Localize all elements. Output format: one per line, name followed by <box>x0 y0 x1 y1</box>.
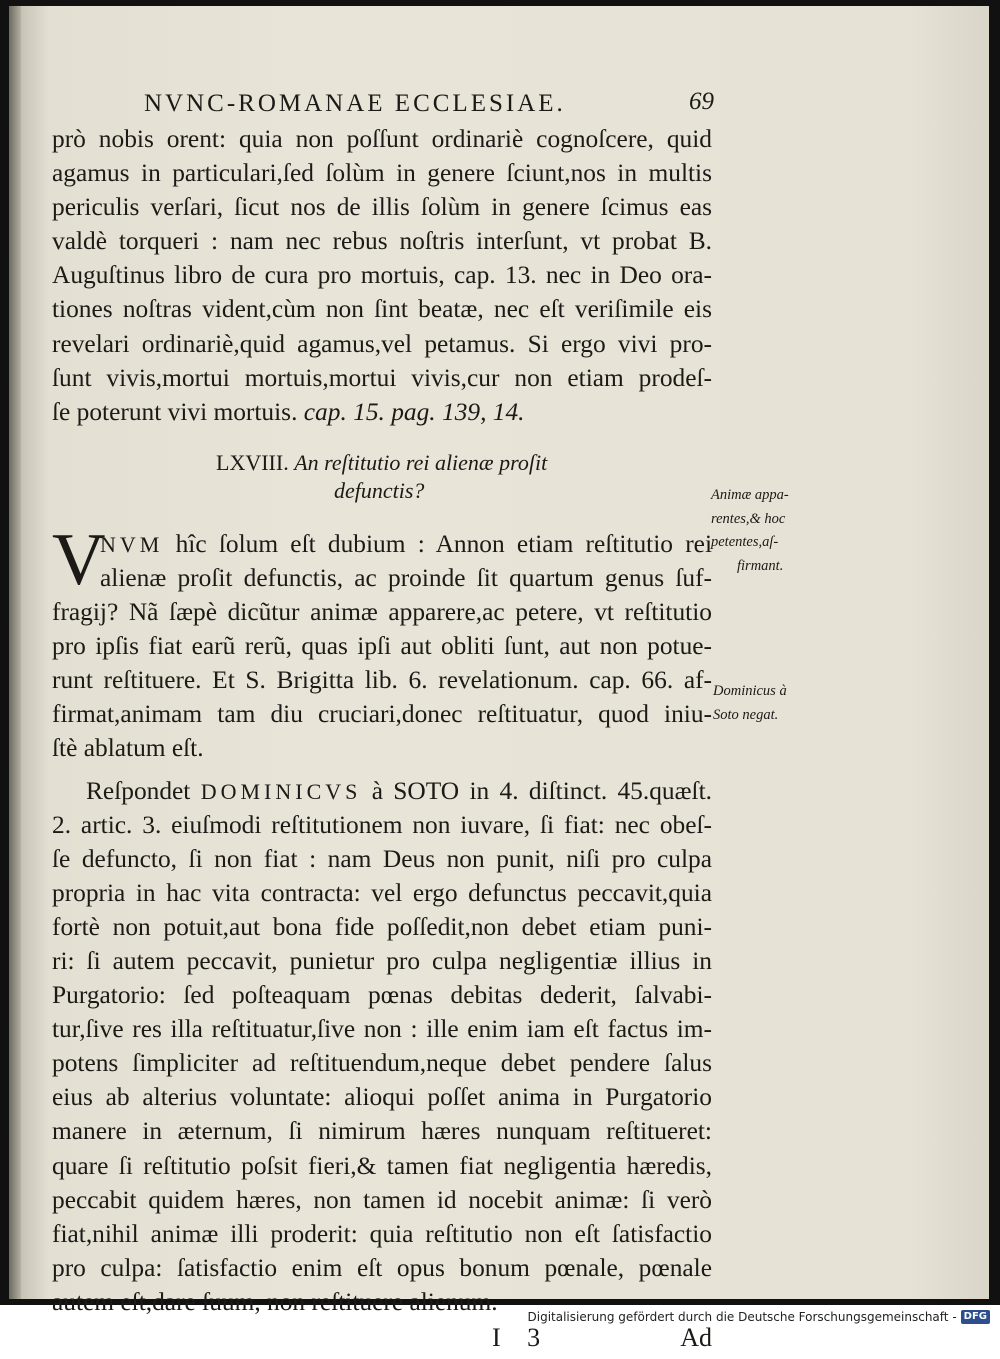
paragraph-3 <box>52 774 712 1320</box>
margin-note-line: petentes,aſ- <box>711 534 779 550</box>
chapter-title-line-2: defunctis? <box>334 477 425 503</box>
text-line: valdè torqueri : nam nec rebus noſtris interſunt, vt probat B. <box>52 227 712 256</box>
text-line: alienæ proſit defunctis, ac proinde ſit quartum genus ſuf- <box>100 563 712 592</box>
text-line: ſtè ablatum eſt. <box>52 734 204 763</box>
dfg-logo: DFG <box>961 1310 990 1324</box>
text-line: ſunt vivis,mortui mortuis,mortui vivis,cur non etiam prodeſ- <box>52 363 712 392</box>
page-number: 69 <box>689 88 714 115</box>
margin-note-line: firmant. <box>737 557 784 574</box>
margin-note-line: Animæ appa- <box>711 487 789 503</box>
text-line: ri: ſi autem peccavit, punietur pro culpa negligentiæ illius in <box>52 946 712 975</box>
text-line: revelari ordinariè,quid agamus,vel petamus. Si ergo vivi pro- <box>52 329 712 358</box>
first-word-caps: NVM <box>100 531 164 557</box>
text-line: periculis verſari, ſicut nos de illis ſolùm in genere ſcimus eas <box>52 193 712 222</box>
running-head <box>52 78 712 122</box>
first-line-rest: à SOTO in 4. diſtinct. 45.quæſt. <box>371 776 712 805</box>
text-line: Auguſtinus libro de cura pro mortuis, cap. 13. nec in Deo ora- <box>52 261 712 290</box>
citation: cap. 15. pag. 139, 14. <box>303 397 525 426</box>
text-line: potens ſimpliciter ad reſtituendum,neque debet pendere ſalus <box>52 1049 712 1078</box>
text-line <box>52 527 712 561</box>
text-line: Purgatorio: ſed poſteaquam pœnas debitas dederit, ſalvabi- <box>52 981 712 1010</box>
text-line: firmat,animam tam diu cruciari,donec reſtituatur, quod iniu- <box>52 700 712 729</box>
text-line: pro culpa: ſatisfactio enim eſt opus bonum pœnale, pœnale <box>52 1253 712 1282</box>
catchword: Ad <box>680 1323 712 1352</box>
catchline <box>52 1323 712 1359</box>
chapter-title-line-1: An reſtitutio rei alienæ proſit <box>294 449 548 475</box>
text-line: quare ſi reſtitutio poſsit fieri,& tamen fiat negligentia hæredis, <box>52 1151 712 1180</box>
text-line <box>52 774 712 808</box>
chapter-number: LXVIII. <box>216 449 289 475</box>
paragraph-1-last-text: ſe poterunt vivi mortuis. <box>52 397 298 426</box>
text-line: eius ab alterius voluntate: alioqui poſſet anima in Purgatorio <box>52 1083 712 1112</box>
text-line: prò nobis orent: quia non poſſunt ordinariè cognoſcere, quid <box>52 125 712 153</box>
first-line-rest: hîc ſolum eſt dubium : Annon etiam reſtitutio rei <box>175 529 712 558</box>
page-text-block <box>52 78 712 1359</box>
margin-note-line: Soto negat. <box>713 706 779 723</box>
text-line: pro ipſis fiat earũ rerũ, quas ipſi aut obliti ſunt, aut non potue- <box>52 632 712 661</box>
text-line: fortè non potuit,aut bona fide poſſedit,non debet etiam puni- <box>52 912 712 941</box>
text-line <box>52 395 712 429</box>
author-name-caps: DOMINICVS <box>200 778 362 804</box>
text-line: runt reſtituere. Et S. Brigitta lib. 6. revelationum. cap. 66. af- <box>52 666 712 695</box>
paragraph-2 <box>52 518 712 766</box>
text-line: autem eſt,dare ſuum, non reſtituere alienum. <box>52 1287 498 1316</box>
text-line: manere in æternum, ſi nimirum hæres nunquam reſtitueret: <box>52 1117 712 1146</box>
chapter-heading <box>52 449 712 505</box>
text-line: 2. artic. 3. eiuſmodi reſtitutionem non iuvare, ſi fiat: nec obeſ- <box>52 810 712 839</box>
text-line: ſe defuncto, ſi non fiat : nam Deus non punit, niſi pro culpa <box>52 844 712 873</box>
margin-note-line: rentes,& hoc <box>711 510 786 527</box>
text-line: tur,ſive res illa reſtituatur,ſive non : ille enim iam eſt factus im- <box>52 1015 712 1044</box>
signature-mark: I 3 <box>492 1323 551 1352</box>
text-line: tiones noſtras vident,cùm non ſint beatæ, nec eſt veriſimile eis <box>52 295 712 324</box>
running-head-title: NVNC-ROMANAE ECCLESIAE. <box>144 90 566 117</box>
margin-note-1 <box>711 484 789 578</box>
digitization-footer <box>528 1309 991 1325</box>
drop-cap: V <box>52 518 106 601</box>
text-line: fragij? Nã ſæpè dicũtur animæ apparere,ac petere, vt reſtitutio <box>52 598 712 627</box>
text-line: peccabit quidem hæres, non tamen id nocebit animæ: ſi verò <box>52 1185 712 1214</box>
margin-note-2 <box>713 680 787 727</box>
text-line: propria in hac vita contracta: vel ergo defunctus peccavit,quia <box>52 878 712 907</box>
margin-note-line: Dominicus à <box>713 683 787 699</box>
text-line: agamus in particulari,ſed ſolùm in genere ſciunt,nos in multis <box>52 159 712 188</box>
paragraph-1 <box>52 122 712 429</box>
respondet-word: Reſpondet <box>86 776 191 805</box>
page-spine-shadow <box>9 6 21 1299</box>
footer-text: Digitalisierung gefördert durch die Deutsche Forschungsgemeinschaft - <box>527 1310 957 1324</box>
text-line: fiat,nihil animæ illi proderit: quia reſtitutio non eſt ſatisfactio <box>52 1219 712 1248</box>
